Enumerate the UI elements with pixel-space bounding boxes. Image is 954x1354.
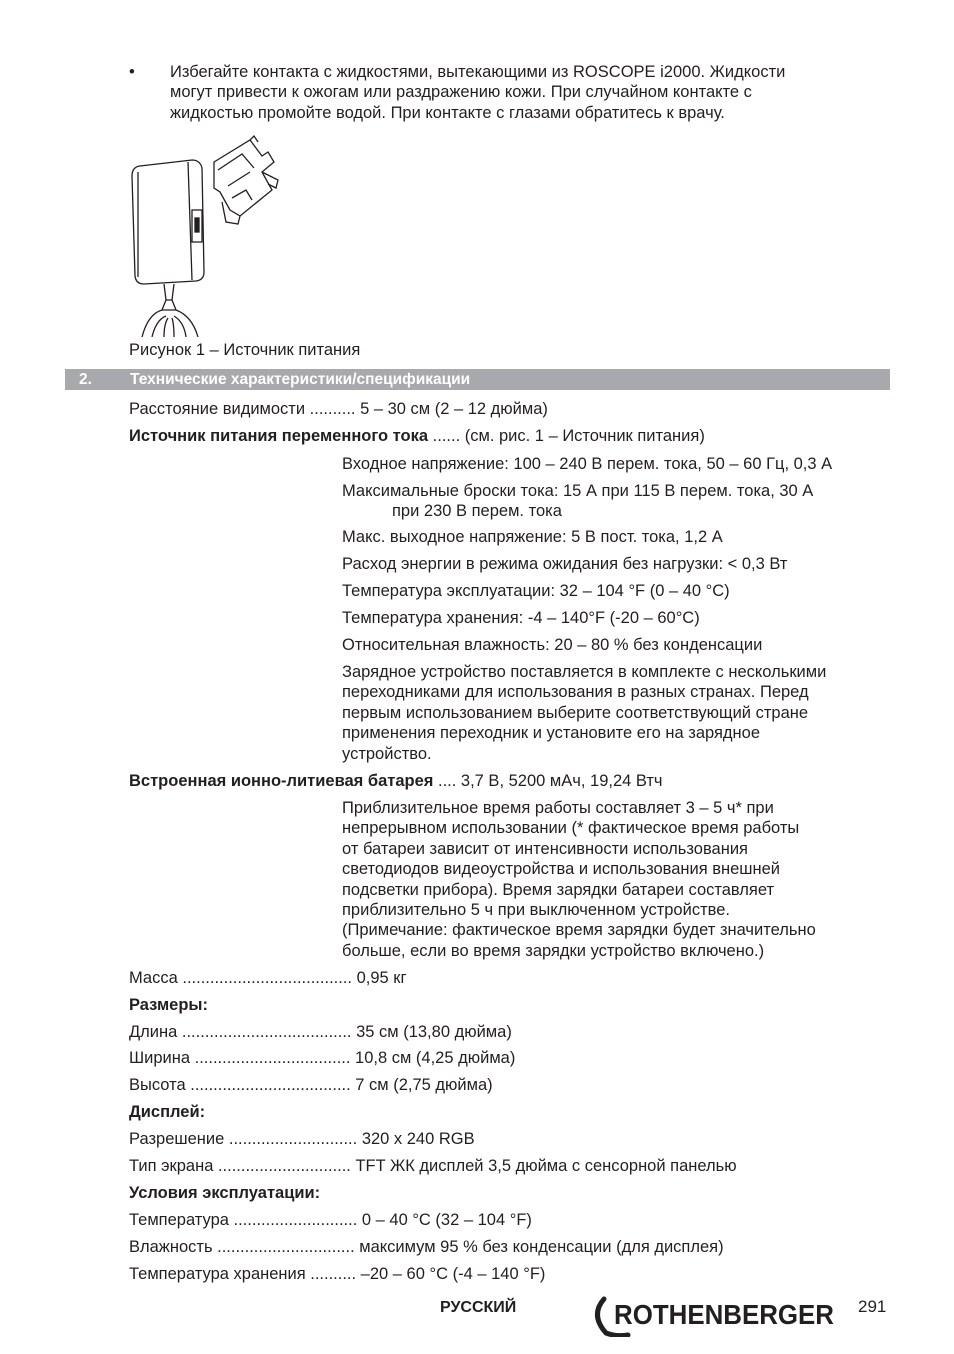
spec-ac-label: Источник питания переменного тока [129, 427, 429, 445]
spec-operating-temp: Температура эксплуатации: 32 – 104 °F (0 – 40 °C) [342, 582, 730, 600]
spec-battery-notes [342, 798, 816, 961]
spec-battery-label: Встроенная ионно-литиевая батарея [129, 772, 434, 790]
conditions-heading: Условия эксплуатации: [129, 1184, 321, 1202]
spec-screen-type: Тип экрана ............................. TFT ЖК дисплей 3,5 дюйма с сенсорной панелью [129, 1157, 737, 1175]
spec-inrush-current-cont: при 230 В перем. тока [392, 502, 562, 520]
section-title: Технические характеристики/спецификации [130, 371, 471, 388]
spec-resolution: Разрешение ............................ 320 x 240 RGB [129, 1130, 475, 1148]
note-line: переходниками для использования в разных странах. Перед [342, 683, 809, 702]
fluid-warning-text [170, 62, 870, 123]
spec-temperature: Температура ........................... 0 – 40 °C (32 – 104 °F) [129, 1211, 532, 1229]
spec-ac-power [129, 426, 705, 446]
spec-input-voltage: Входное напряжение: 100 – 240 В перем. тока, 50 – 60 Гц, 0,3 А [342, 455, 833, 473]
note-line: устройство. [342, 744, 432, 763]
spec-relative-humidity: Относительная влажность: 20 – 80 % без конденсации [342, 636, 763, 654]
spec-ac-value: ...... (см. рис. 1 – Источник питания) [428, 427, 705, 445]
note-line: (Примечание: фактическое время зарядки будет значительно [342, 921, 816, 940]
spec-humidity: Влажность .............................. максимум 95 % без конденсации (для дисплея) [129, 1238, 724, 1256]
note-line: непрерывном использовании (* фактическое время работы [342, 819, 800, 838]
spec-width: Ширина .................................. 10,8 см (4,25 дюйма) [129, 1049, 516, 1067]
note-line: Зарядное устройство поставляется в комплекте с несколькими [342, 663, 827, 681]
spec-length: Длина ..................................... 35 см (13,80 дюйма) [129, 1023, 512, 1041]
note-line: от батареи зависит от интенсивности использования [342, 839, 748, 858]
note-line: первым использованием выберите соответствующий стране [342, 703, 809, 722]
spec-storage-temp: Температура хранения: -4 – 140°F (-20 – 60°C) [342, 609, 700, 627]
spec-standby-power: Расход энергии в режима ожидания без нагрузки: < 0,3 Вт [342, 555, 788, 573]
note-line: больше, если во время зарядки устройство включено.) [342, 941, 765, 960]
page-number: 291 [858, 1297, 887, 1316]
spec-mass: Масса ..................................... 0,95 кг [129, 969, 407, 987]
warning-line: Избегайте контакта с жидкостями, вытекающими из ROSCOPE i2000. Жидкости [170, 63, 786, 81]
figure-caption: Рисунок 1 – Источник питания [129, 341, 361, 359]
note-line: применения переходник и установите его на зарядное [342, 724, 761, 743]
spec-battery [129, 771, 663, 791]
footer-language: РУССКИЙ [440, 1299, 517, 1316]
warning-line: жидкостью промойте водой. При контакте с глазами обратитесь к врачу. [170, 103, 725, 122]
section-header [65, 369, 890, 390]
warning-line: могут привести к ожогам или раздражению кожи. При случайном контакте с [170, 83, 752, 102]
note-line: приблизительно 5 ч при выключенном устройстве. [342, 901, 730, 920]
display-heading: Дисплей: [129, 1103, 206, 1121]
bullet-marker: • [129, 63, 135, 81]
spec-output-voltage: Макс. выходное напряжение: 5 В пост. тока, 1,2 А [342, 528, 723, 546]
spec-adapters-note [342, 662, 826, 764]
rothenberger-logo [594, 1293, 839, 1337]
power-supply-illustration [122, 132, 292, 337]
dimensions-heading: Размеры: [129, 996, 209, 1014]
note-line: подсветки прибора). Время зарядки батареи составляет [342, 880, 775, 899]
spec-storage-temperature: Температура хранения .......... –20 – 60 °C (-4 – 140 °F) [129, 1265, 546, 1283]
brand-wordmark: ROTHENBERGER [614, 1299, 834, 1330]
note-line: Приблизительное время работы составляет 3 – 5 ч* при [342, 799, 774, 817]
spec-inrush-current: Максимальные броски тока: 15 А при 115 В перем. тока, 30 А [342, 482, 814, 500]
section-number: 2. [79, 371, 92, 388]
spec-height: Высота ................................... 7 см (2,75 дюйма) [129, 1076, 493, 1094]
spec-visibility: Расстояние видимости .......... 5 – 30 см (2 – 12 дюйма) [129, 400, 548, 418]
note-line: светодиодов видеоустройства и использования внешней [342, 860, 781, 879]
spec-battery-value: .... 3,7 В, 5200 мАч, 19,24 Втч [433, 772, 663, 790]
